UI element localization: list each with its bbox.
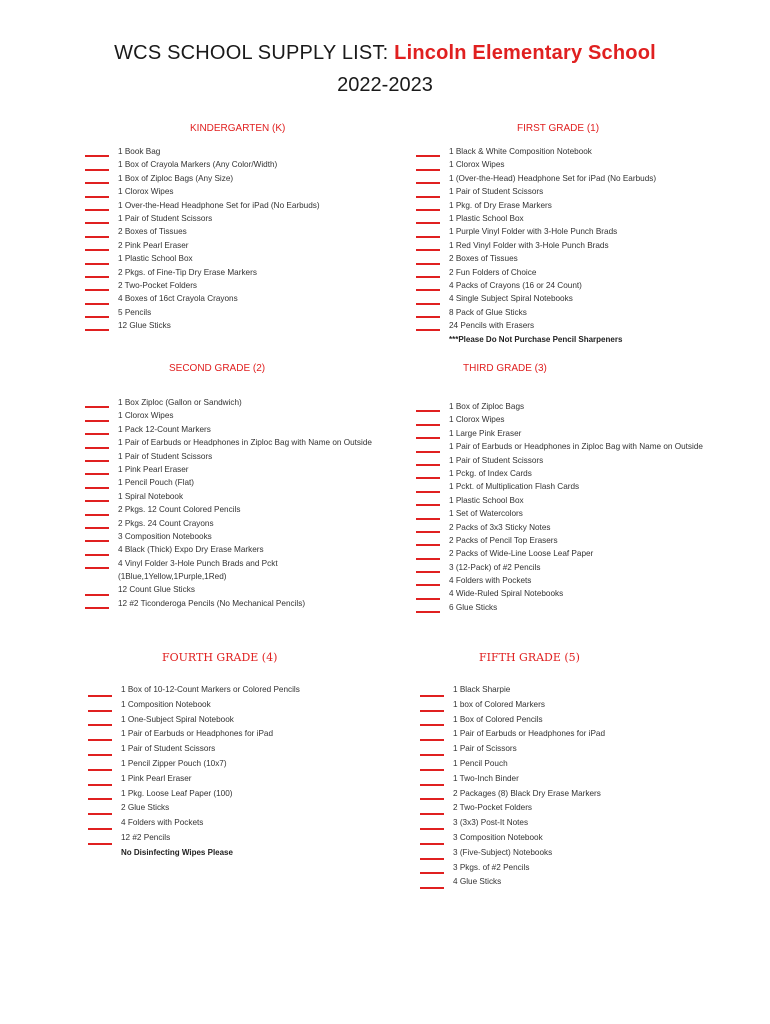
checkbox-blank-line bbox=[85, 182, 109, 184]
list-item bbox=[449, 185, 656, 198]
item-label: 1 Plastic School Box bbox=[449, 495, 524, 505]
checkbox-blank-line bbox=[416, 504, 440, 506]
checkbox-blank-line bbox=[416, 289, 440, 291]
checkbox-blank-line bbox=[85, 554, 109, 556]
list-item bbox=[449, 266, 656, 279]
item-label: 3 Composition Notebook bbox=[453, 832, 543, 842]
item-label: 2 Two-Pocket Folders bbox=[118, 280, 198, 290]
checkbox-blank-line bbox=[88, 754, 112, 756]
checkbox-blank-line bbox=[420, 769, 444, 771]
checkbox-blank-line bbox=[416, 611, 440, 613]
list-item bbox=[118, 476, 372, 489]
list-item bbox=[449, 467, 703, 480]
list-item bbox=[449, 239, 656, 252]
checkbox-blank-line bbox=[416, 410, 440, 412]
item-label: 12 Count Glue Sticks bbox=[118, 585, 195, 595]
checkbox-blank-line bbox=[416, 437, 440, 439]
item-label: 1 Pencil Pouch bbox=[453, 758, 508, 768]
list-item bbox=[118, 490, 372, 503]
checkbox-blank-line bbox=[85, 420, 109, 422]
checkbox-blank-line bbox=[416, 249, 440, 251]
item-label: 1 Box of Crayola Markers (Any Color/Width) bbox=[118, 160, 278, 170]
item-label: 1 Pair of Earbuds or Headphones for iPad bbox=[453, 729, 606, 739]
checkbox-blank-line bbox=[85, 169, 109, 171]
checkbox-blank-line bbox=[88, 828, 112, 830]
checkbox-blank-line bbox=[85, 276, 109, 278]
list-item bbox=[118, 503, 372, 516]
item-label: 4 Wide-Ruled Spiral Notebooks bbox=[449, 589, 564, 599]
list-item bbox=[118, 450, 372, 463]
list-item bbox=[118, 557, 372, 570]
checkbox-blank-line bbox=[416, 276, 440, 278]
checkbox-blank-line bbox=[85, 209, 109, 211]
item-label: 1 box of Colored Markers bbox=[453, 699, 545, 709]
item-label: (1Blue,1Yellow,1Purple,1Red) bbox=[118, 572, 227, 582]
checkbox-blank-line bbox=[416, 531, 440, 533]
checkbox-blank-line bbox=[85, 196, 109, 198]
list-item bbox=[121, 801, 300, 816]
item-label: 1 Composition Notebook bbox=[121, 699, 211, 709]
checkbox-blank-line bbox=[416, 571, 440, 573]
list-item bbox=[118, 436, 372, 449]
checkbox-blank-line bbox=[420, 828, 444, 830]
checkbox-blank-line bbox=[416, 464, 440, 466]
checkbox-blank-line bbox=[416, 316, 440, 318]
list-item bbox=[121, 727, 300, 742]
item-label: 1 Box of Colored Pencils bbox=[453, 714, 543, 724]
checkbox-blank-line bbox=[85, 433, 109, 435]
item-label: 2 Glue Sticks bbox=[121, 803, 170, 813]
item-label: 1 Pair of Student Scissors bbox=[449, 455, 544, 465]
checkbox-blank-line bbox=[85, 155, 109, 157]
checkbox-blank-line bbox=[85, 514, 109, 516]
list-item bbox=[449, 507, 703, 520]
checkbox-blank-line bbox=[85, 236, 109, 238]
list-item bbox=[121, 772, 300, 787]
list-item bbox=[118, 570, 372, 583]
checkbox-blank-line bbox=[85, 222, 109, 224]
list-item bbox=[118, 279, 320, 292]
checkbox-blank-line bbox=[416, 598, 440, 600]
item-label: 1 Over-the-Head Headphone Set for iPad (No Earbuds) bbox=[118, 200, 320, 210]
checkbox-blank-line bbox=[420, 872, 444, 874]
section-heading: FOURTH GRADE (4) bbox=[162, 651, 278, 664]
list-item bbox=[118, 396, 372, 409]
checkbox-blank-line bbox=[85, 303, 109, 305]
item-label: 1 Pckg. of Index Cards bbox=[449, 468, 532, 478]
list-item bbox=[121, 713, 300, 728]
checkbox-blank-line bbox=[85, 540, 109, 542]
list-item bbox=[453, 698, 605, 713]
item-label: 3 (3x3) Post-It Notes bbox=[453, 818, 529, 828]
item-label: 1 Clorox Wipes bbox=[449, 160, 505, 170]
checkbox-blank-line bbox=[85, 447, 109, 449]
checkbox-blank-line bbox=[420, 798, 444, 800]
list-item bbox=[453, 742, 605, 757]
list-item bbox=[449, 454, 703, 467]
item-label: 1 Box of Ziploc Bags bbox=[449, 402, 525, 411]
list-item bbox=[118, 530, 372, 543]
list-item bbox=[121, 816, 300, 831]
checkbox-blank-line bbox=[88, 724, 112, 726]
list-item bbox=[118, 409, 372, 422]
item-label: 2 Pkgs. of Fine-Tip Dry Erase Markers bbox=[118, 267, 257, 277]
item-label: 5 Pencils bbox=[118, 307, 152, 317]
checkbox-blank-line bbox=[85, 527, 109, 529]
checkbox-blank-line bbox=[416, 544, 440, 546]
list-item bbox=[449, 319, 656, 332]
item-label: 1 Plastic School Box bbox=[449, 213, 524, 223]
item-label: 24 Pencils with Erasers bbox=[449, 321, 535, 331]
list-item bbox=[121, 757, 300, 772]
list-item bbox=[121, 831, 300, 846]
supply-list bbox=[118, 145, 320, 332]
item-label: 8 Pack of Glue Sticks bbox=[449, 307, 527, 317]
list-item bbox=[453, 801, 605, 816]
item-label: 2 Boxes of Tissues bbox=[449, 254, 518, 264]
checkbox-blank-line bbox=[416, 169, 440, 171]
list-item bbox=[449, 480, 703, 493]
item-label: 1 Two-Inch Binder bbox=[453, 773, 519, 783]
page-title bbox=[0, 42, 770, 65]
item-label: 1 Pair of Student Scissors bbox=[121, 744, 216, 754]
list-item bbox=[453, 757, 605, 772]
school-year: 2022-2023 bbox=[337, 74, 433, 96]
item-label: 1 Pair of Student Scissors bbox=[118, 213, 213, 223]
list-item bbox=[453, 787, 605, 802]
list-item bbox=[449, 145, 656, 158]
school-name: Lincoln Elementary School bbox=[394, 42, 656, 64]
item-label: 1 Pkg. of Dry Erase Markers bbox=[449, 200, 552, 210]
section-heading: SECOND GRADE (2) bbox=[169, 363, 266, 374]
item-label: 2 Fun Folders of Choice bbox=[449, 267, 537, 277]
checkbox-blank-line bbox=[416, 558, 440, 560]
item-label: 1 Box of Ziploc Bags (Any Size) bbox=[118, 173, 234, 183]
item-label: 2 Pink Pearl Eraser bbox=[118, 240, 189, 250]
section-heading: KINDERGARTEN (K) bbox=[190, 123, 286, 134]
list-item bbox=[118, 292, 320, 305]
list-item bbox=[453, 772, 605, 787]
list-item bbox=[449, 521, 703, 534]
item-label: 1 Purple Vinyl Folder with 3-Hole Punch Brads bbox=[449, 227, 618, 237]
checkbox-blank-line bbox=[416, 182, 440, 184]
item-label: 1 Pack 12-Count Markers bbox=[118, 424, 211, 434]
item-label: 2 Packs of Wide-Line Loose Leaf Paper bbox=[449, 549, 594, 559]
list-item bbox=[449, 587, 703, 600]
supply-list bbox=[449, 145, 656, 332]
checkbox-blank-line bbox=[416, 477, 440, 479]
item-label: 1 Large Pink Eraser bbox=[449, 428, 522, 438]
item-label: 1 Pair of Earbuds or Headphones for iPad bbox=[121, 729, 274, 739]
item-label: 4 Folders with Pockets bbox=[121, 818, 204, 828]
section-heading: FIRST GRADE (1) bbox=[517, 123, 600, 134]
item-label: 1 Pair of Student Scissors bbox=[449, 187, 544, 197]
item-label: 6 Glue Sticks bbox=[449, 602, 498, 612]
list-item bbox=[121, 683, 300, 698]
checkbox-blank-line bbox=[420, 813, 444, 815]
item-label: 1 Plastic School Box bbox=[118, 254, 193, 264]
item-label: 1 One-Subject Spiral Notebook bbox=[121, 714, 234, 724]
list-item bbox=[453, 713, 605, 728]
checkbox-blank-line bbox=[88, 784, 112, 786]
list-item bbox=[118, 185, 320, 198]
item-label: 1 Black & White Composition Notebook bbox=[449, 147, 592, 156]
item-label: 12 Glue Sticks bbox=[118, 321, 171, 331]
list-item bbox=[121, 742, 300, 757]
item-label: 1 Pair of Student Scissors bbox=[118, 451, 213, 461]
item-label: 1 Pink Pearl Eraser bbox=[118, 464, 189, 474]
title-prefix: WCS SCHOOL SUPPLY LIST: bbox=[114, 42, 395, 64]
checkbox-blank-line bbox=[416, 222, 440, 224]
checkbox-blank-line bbox=[88, 769, 112, 771]
list-item bbox=[118, 172, 320, 185]
item-label: 1 Pencil Zipper Pouch (10x7) bbox=[121, 758, 227, 768]
list-item bbox=[449, 427, 703, 440]
item-label: 3 (Five-Subject) Notebooks bbox=[453, 847, 553, 857]
item-label: 1 Clorox Wipes bbox=[118, 187, 174, 197]
item-label: 1 Box of 10-12-Count Markers or Colored Pencils bbox=[121, 685, 300, 694]
list-item bbox=[449, 400, 703, 413]
item-label: 1 Pencil Pouch (Flat) bbox=[118, 478, 194, 488]
list-item bbox=[121, 787, 300, 802]
list-item bbox=[118, 252, 320, 265]
checkbox-blank-line bbox=[88, 798, 112, 800]
list-item bbox=[118, 583, 372, 596]
checkbox-blank-line bbox=[85, 289, 109, 291]
checkbox-blank-line bbox=[420, 739, 444, 741]
list-item bbox=[453, 846, 605, 861]
item-label: 1 Set of Watercolors bbox=[449, 509, 523, 519]
checkbox-blank-line bbox=[88, 843, 112, 845]
list-item bbox=[449, 534, 703, 547]
list-item bbox=[118, 199, 320, 212]
checkbox-blank-line bbox=[416, 329, 440, 331]
checkbox-blank-line bbox=[416, 209, 440, 211]
checkbox-blank-line bbox=[420, 858, 444, 860]
checkbox-blank-line bbox=[85, 329, 109, 331]
item-label: 4 Folders with Pockets bbox=[449, 576, 532, 586]
checkbox-blank-line bbox=[88, 695, 112, 697]
list-item bbox=[453, 816, 605, 831]
item-label: 1 Pair of Scissors bbox=[453, 744, 517, 754]
list-item bbox=[118, 543, 372, 556]
checkbox-blank-line bbox=[420, 754, 444, 756]
list-item bbox=[449, 601, 703, 614]
checkbox-blank-line bbox=[420, 710, 444, 712]
checkbox-blank-line bbox=[85, 567, 109, 569]
checkbox-blank-line bbox=[416, 491, 440, 493]
item-label: 1 Pink Pearl Eraser bbox=[121, 773, 192, 783]
supply-list bbox=[118, 396, 372, 610]
item-label: 2 Packs of Pencil Top Erasers bbox=[449, 535, 558, 545]
checkbox-blank-line bbox=[416, 155, 440, 157]
item-label: 1 Pkg. Loose Leaf Paper (100) bbox=[121, 788, 233, 798]
checkbox-blank-line bbox=[85, 487, 109, 489]
item-label: 1 Black Sharpie bbox=[453, 685, 511, 694]
item-label: 2 Two-Pocket Folders bbox=[453, 803, 533, 813]
item-label: 2 Pkgs. 24 Count Crayons bbox=[118, 518, 214, 528]
list-item bbox=[449, 561, 703, 574]
checkbox-blank-line bbox=[85, 594, 109, 596]
item-label: 2 Packages (8) Black Dry Erase Markers bbox=[453, 788, 601, 798]
item-label: 1 Pair of Earbuds or Headphones in Ziploc Bag with Name on Outside bbox=[118, 438, 372, 448]
list-item bbox=[453, 683, 605, 698]
checkbox-blank-line bbox=[420, 784, 444, 786]
checkbox-blank-line bbox=[416, 424, 440, 426]
list-item bbox=[449, 279, 656, 292]
list-item bbox=[449, 494, 703, 507]
checkbox-blank-line bbox=[416, 451, 440, 453]
item-label: 12 #2 Ticonderoga Pencils (No Mechanical Pencils) bbox=[118, 598, 306, 608]
list-item bbox=[118, 463, 372, 476]
item-label: 1 Pckt. of Multiplication Flash Cards bbox=[449, 482, 580, 492]
checkbox-blank-line bbox=[85, 500, 109, 502]
item-label: 1 Pair of Earbuds or Headphones in Ziploc Bag with Name on Outside bbox=[449, 442, 703, 452]
list-item bbox=[118, 225, 320, 238]
list-item bbox=[118, 597, 372, 610]
list-item bbox=[449, 252, 656, 265]
item-label: 1 Clorox Wipes bbox=[118, 411, 174, 421]
checkbox-blank-line bbox=[88, 710, 112, 712]
item-label: 2 Pkgs. 12 Count Colored Pencils bbox=[118, 505, 241, 515]
item-label: 3 Pkgs. of #2 Pencils bbox=[453, 862, 530, 872]
item-label: 4 Black (Thick) Expo Dry Erase Markers bbox=[118, 545, 264, 555]
checkbox-blank-line bbox=[85, 473, 109, 475]
checkbox-blank-line bbox=[420, 695, 444, 697]
list-item bbox=[449, 292, 656, 305]
list-item bbox=[118, 306, 320, 319]
list-item bbox=[449, 306, 656, 319]
note: No Disinfecting Wipes Please bbox=[121, 848, 233, 857]
list-item bbox=[118, 517, 372, 530]
list-item bbox=[118, 423, 372, 436]
checkbox-blank-line bbox=[88, 739, 112, 741]
list-item bbox=[449, 574, 703, 587]
list-item bbox=[449, 158, 656, 171]
item-label: 1 Clorox Wipes bbox=[449, 415, 505, 425]
list-item bbox=[118, 158, 320, 171]
list-item bbox=[449, 212, 656, 225]
item-label: 2 Boxes of Tissues bbox=[118, 227, 187, 237]
list-item bbox=[118, 212, 320, 225]
note: ***Please Do Not Purchase Pencil Sharpeners bbox=[449, 335, 623, 344]
list-item bbox=[453, 875, 605, 890]
checkbox-blank-line bbox=[416, 263, 440, 265]
checkbox-blank-line bbox=[416, 196, 440, 198]
item-label: 4 Glue Sticks bbox=[453, 877, 502, 887]
list-item bbox=[449, 172, 656, 185]
checkbox-blank-line bbox=[85, 316, 109, 318]
item-label: 4 Packs of Crayons (16 or 24 Count) bbox=[449, 280, 582, 290]
checkbox-blank-line bbox=[85, 263, 109, 265]
item-label: 12 #2 Pencils bbox=[121, 832, 171, 842]
section-heading: THIRD GRADE (3) bbox=[463, 363, 547, 374]
item-label: 4 Boxes of 16ct Crayola Crayons bbox=[118, 294, 238, 304]
checkbox-blank-line bbox=[88, 813, 112, 815]
checkbox-blank-line bbox=[416, 584, 440, 586]
supply-list bbox=[453, 683, 605, 890]
checkbox-blank-line bbox=[416, 303, 440, 305]
item-label: 1 (Over-the-Head) Headphone Set for iPad (No Earbuds) bbox=[449, 173, 657, 183]
item-label: 1 Spiral Notebook bbox=[118, 491, 184, 501]
list-item bbox=[449, 225, 656, 238]
list-item bbox=[118, 266, 320, 279]
checkbox-blank-line bbox=[420, 887, 444, 889]
item-label: 4 Vinyl Folder 3-Hole Punch Brads and Pckt bbox=[118, 558, 278, 568]
item-label: 3 (12-Pack) of #2 Pencils bbox=[449, 562, 541, 572]
item-label: 1 Book Bag bbox=[118, 147, 161, 156]
item-label: 1 Red Vinyl Folder with 3-Hole Punch Brads bbox=[449, 240, 609, 250]
list-item bbox=[449, 199, 656, 212]
item-label: 1 Box Ziploc (Gallon or Sandwich) bbox=[118, 398, 242, 407]
list-item bbox=[118, 319, 320, 332]
supply-list bbox=[449, 400, 703, 614]
item-label: 3 Composition Notebooks bbox=[118, 531, 212, 541]
section-heading: FIFTH GRADE (5) bbox=[479, 651, 580, 664]
supply-list bbox=[121, 683, 300, 846]
list-item bbox=[118, 239, 320, 252]
item-label: 4 Single Subject Spiral Notebooks bbox=[449, 294, 573, 304]
checkbox-blank-line bbox=[416, 518, 440, 520]
list-item bbox=[118, 145, 320, 158]
item-label: 2 Packs of 3x3 Sticky Notes bbox=[449, 522, 551, 532]
checkbox-blank-line bbox=[85, 460, 109, 462]
list-item bbox=[453, 861, 605, 876]
list-item bbox=[449, 413, 703, 426]
checkbox-blank-line bbox=[85, 607, 109, 609]
list-item bbox=[453, 831, 605, 846]
checkbox-blank-line bbox=[85, 249, 109, 251]
checkbox-blank-line bbox=[420, 843, 444, 845]
list-item bbox=[449, 547, 703, 560]
list-item bbox=[453, 727, 605, 742]
list-item bbox=[121, 698, 300, 713]
checkbox-blank-line bbox=[416, 236, 440, 238]
checkbox-blank-line bbox=[85, 406, 109, 408]
checkbox-blank-line bbox=[420, 724, 444, 726]
list-item bbox=[449, 440, 703, 453]
